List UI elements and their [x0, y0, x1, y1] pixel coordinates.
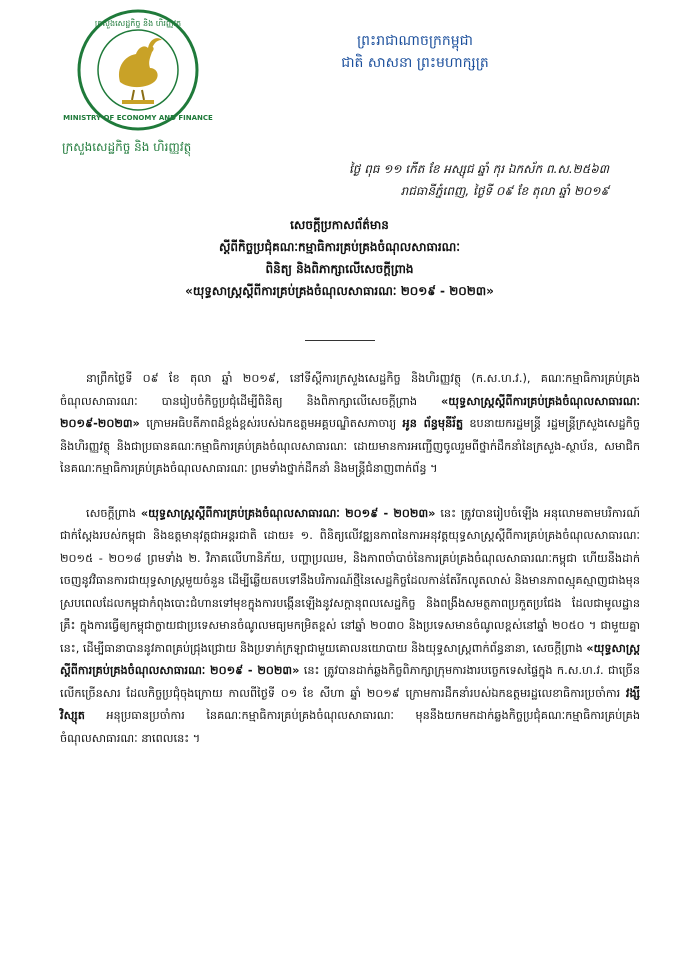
- logo-khmer-text: ក្រសួងសេដ្ឋកិច្ច និង ហិរញ្ញវត្ថុ: [94, 19, 182, 28]
- p2-text-g: អនុប្រធានប្រចាំការ នៃគណៈកម្មាធិការគ្រប់គ្រងចំណុលសាធារណៈ មុននឹងយកមកដាក់ឆ្លងកិច្ចប្រជុំគណៈកម្មាធិការគ្រប់គ្រងចំណុលសាធារណៈ នាពេលនេះ ។: [60, 709, 640, 745]
- p2-strategy-title-2: «យុទ្ធសាស្ត្រស្តីពីការគ្រប់គ្រងចំណុលសាធារណៈ ២០១៩ - ២០២៣»: [60, 641, 640, 677]
- document-body: [60, 368, 640, 772]
- document-title: [0, 214, 679, 302]
- p1-text-e: ឧបនាយករដ្ឋមន្ត្រី រដ្ឋមន្ត្រីក្រសួងសេដ្ឋកិច្ច និងហិរញ្ញវត្ថុ និងជាប្រធានគណៈកម្មាធិការគ្រប់គ្រងចំណុលសាធារណៈ ដោយមានការអញ្ជើញចូលរួមពីថ្នាក់ដឹកនាំនៃក្រសួង-ស្ថាប័ន, សមាជិកនៃគណៈកម្មាធិការគ្រប់គ្រងចំណុលសាធារណៈ ព្រមទាំងថ្នាក់ដឹកនាំ និងមន្ត្រីជំនាញពាក់ព័ន្ធ ។: [60, 417, 641, 475]
- title-line-1: សេចក្តីប្រកាសព័ត៌មាន: [290, 218, 389, 232]
- title-divider: [305, 340, 375, 341]
- p2-text-e: នេះ ត្រូវបានដាក់ឆ្លងកិច្ចពិភាក្សាក្រុមការងារបច្ចេកទេសផ្ទៃក្នុង ក.ស.ហ.វ. ជាច្រើនលើកច្រើនសារ ដែលកិច្ចប្រជុំចុងក្រោយ កាលពីថ្ងៃទី ០១ ខែ សីហា ឆ្នាំ ២០១៩ ក្រោមការដឹកនាំរបស់ឯកឧត្តមរដ្ឋលេខាធិការប្រចាំការ: [60, 664, 641, 700]
- paragraph-1: [60, 368, 640, 481]
- ministry-seal-logo: [63, 8, 213, 132]
- p2-strategy-title: «យុទ្ធសាស្ត្រស្តីពីការគ្រប់គ្រងចំណុលសាធារណៈ ២០១៩ - ២០២៣»: [140, 506, 436, 520]
- solar-date: រាជធានីភ្នំពេញ, ថ្ងៃទី ០៩ ខែ តុលា ឆ្នាំ ២០១៩: [400, 184, 609, 198]
- p1-text-c: ក្រោមអធិបតីភាពដ៏ខ្ពង់ខ្ពស់របស់ឯកឧត្តមអគ្គបណ្ឌិតសភាចារ្យ: [139, 417, 403, 430]
- date-block: [349, 158, 609, 202]
- title-line-4: «យុទ្ធសាស្ត្រស្តីពីការគ្រប់គ្រងចំណុលសាធារណៈ ២០១៩ - ២០២៣»: [185, 284, 494, 298]
- lunar-date: ថ្ងៃ ពុធ ១១ កើត ខែ អស្សុជ ឆ្នាំ កុរ ឯកស័ក ព.ស.២៥៦៣: [349, 162, 609, 176]
- p1-strategy-title: «យុទ្ធសាស្ត្រស្តីពីការគ្រប់គ្រងចំណុលសាធារណៈ ២០១៩-២០២៣»: [60, 394, 640, 430]
- logo-english-text: MINISTRY OF ECONOMY AND FINANCE: [63, 114, 213, 122]
- p2-text-c: នេះ ត្រូវបានរៀបចំឡើង អនុលោមតាមបរិការណ៍ជាក់ស្តែងរបស់កម្ពុជា និងឧត្តមានុវត្តជាអន្តរជាតិ ដោយ៖ ១. ពិនិត្យលើវឌ្ឍនភាពនៃការអនុវត្តយុទ្ធសាស្ត្រស្តីពីការគ្រប់គ្រងចំណុលសាធារណៈ ២០១៥ - ២០១៨ ព្រមទាំង ២. វិភាគលើហានិភ័យ, បញ្ហាប្រឈម, និងភាពចាំបាច់នៃការគ្រប់គ្រងចំណុលសាធារណៈកម្ពុជា ហើយនឹងដាក់ចេញនូវវិធានការជាយុទ្ធសាស្ត្រមួយចំនួន ដើម្បីឆ្លើយតបទៅនឹងបរិការណ៍ថ្មីនៃសេដ្ឋកិច្ចដែលកាន់តែរីកលូតលាស់ និងមានភាពស្មុគស្មាញជាងមុន ស្របពេលដែលកម្ពុជាកំពុងបោះជំហានទៅមុខក្នុងការបង្កើនឡើងនូវសក្តានុពលសេដ្ឋកិច្ច និងពង្រឹងសមត្ថភាពប្រកួតប្រជែង ដែលជាមូលដ្ឋានគ្រឹះ ក្នុងការធ្វើឲ្យកម្ពុជាក្លាយជាប្រទេសមានចំណូលមធ្យមកម្រិតខ្ពស់ នៅឆ្នាំ ២០៣០ និងប្រទេសមានចំណូលខ្ពស់នៅឆ្នាំ ២០៥០ ។ ជាមួយគ្នានេះ, ដើម្បីធានាបាននូវភាពគ្រប់ជ្រុងជ្រោយ និងប្រទាក់ក្រឡាជាមួយគោលនយោបាយ និងយុទ្ធសាស្ត្រពាក់ព័ន្ធនានា, សេចក្តីព្រាង: [60, 506, 640, 655]
- national-motto: ជាតិ សាសនា ព្រះមហាក្សត្រ: [341, 55, 489, 71]
- p2-text-a: សេចក្តីព្រាង: [86, 506, 141, 520]
- ministry-logo-block: [62, 8, 230, 157]
- p2-secretary-name: វង្សី វិស្សុត: [60, 686, 640, 722]
- title-line-2: ស្តីពីកិច្ចប្រជុំគណៈកម្មាធិការគ្រប់គ្រងចំណុលសាធារណៈ: [219, 240, 460, 254]
- p1-minister-name: អូន ព័ន្ធមុនីរ័ត្ន: [402, 417, 464, 430]
- paragraph-2: [60, 503, 640, 751]
- p1-text-a: នាព្រឹកថ្ងៃទី ០៩ ខែ តុលា ឆ្នាំ ២០១៩, នៅទីស្តីការក្រសួងសេដ្ឋកិច្ច និងហិរញ្ញវត្ថុ (ក.ស.ហ.វ.), គណៈកម្មាធិការគ្រប់គ្រងចំណុលសាធារណៈ បានរៀបចំកិច្ចប្រជុំដើម្បីពិនិត្យ និងពិភាក្សាលើសេចក្តីព្រាង: [60, 372, 640, 408]
- kingdom-name: ព្រះរាជាណាចក្រកម្ពុជា: [356, 33, 473, 49]
- ministry-name: ក្រសួងសេដ្ឋកិច្ច និង ហិរញ្ញវត្ថុ: [62, 140, 192, 154]
- title-line-3: ពិនិត្យ និងពិភាក្សាលើសេចក្តីព្រាង: [265, 262, 414, 276]
- kingdom-header: [305, 30, 525, 74]
